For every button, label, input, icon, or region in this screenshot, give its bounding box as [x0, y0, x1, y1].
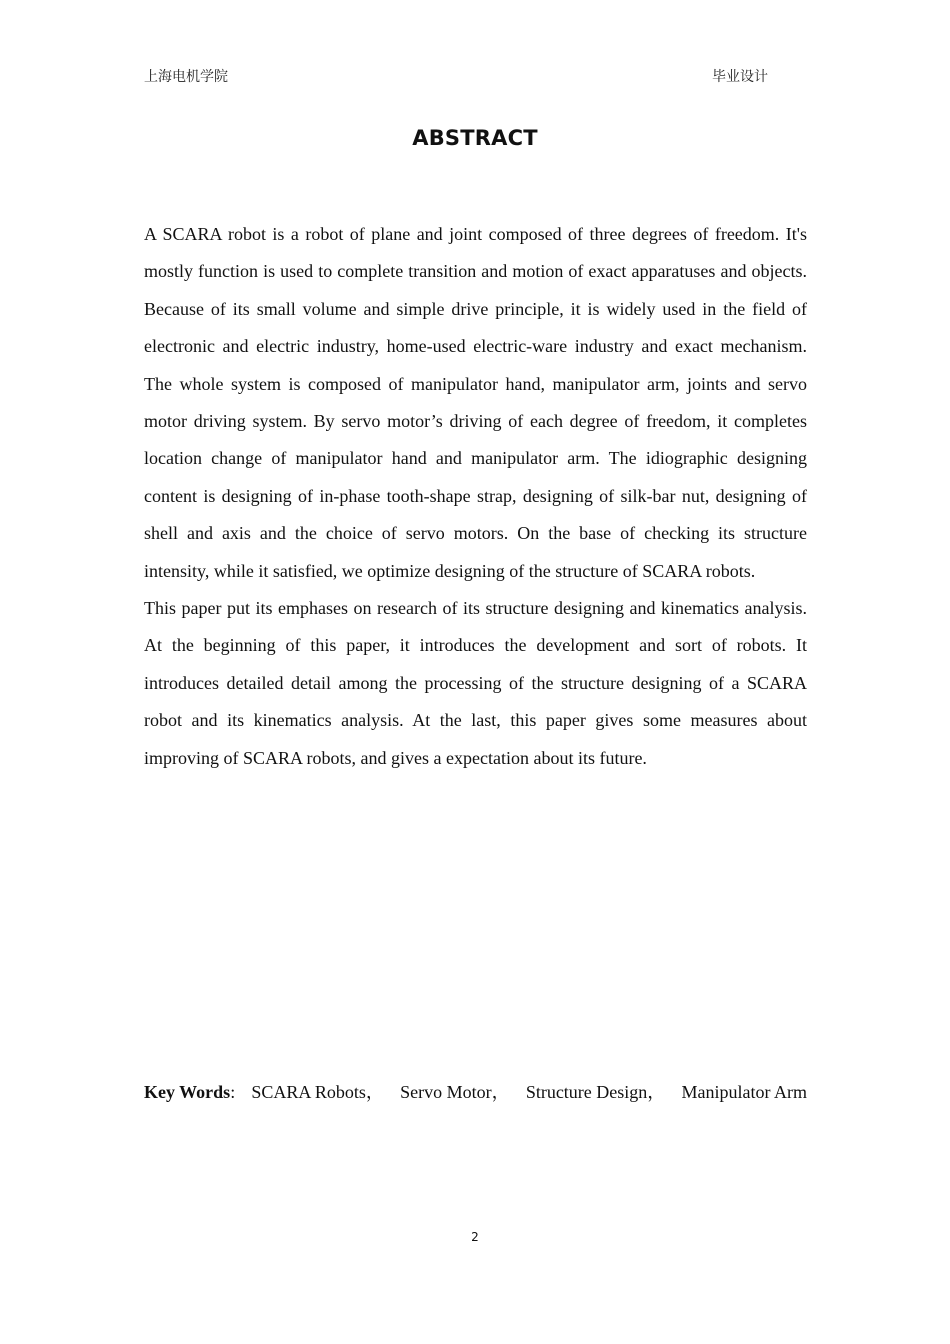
- keywords-line: [144, 1078, 807, 1106]
- keyword-item: SCARA Robots，: [251, 1082, 384, 1102]
- abstract-title: ABSTRACT: [412, 126, 538, 150]
- header-document-type: 毕业设计: [712, 69, 768, 85]
- keyword-item: Servo Motor，: [400, 1082, 510, 1102]
- keywords-label: Key Words: [144, 1082, 231, 1102]
- keyword-item: Manipulator Arm: [681, 1082, 807, 1102]
- keyword-item: Structure Design，: [525, 1082, 666, 1102]
- keywords-separator: :: [230, 1082, 236, 1102]
- abstract-body: [144, 216, 807, 777]
- page-number: 2: [471, 1230, 479, 1244]
- abstract-paragraph-2: This paper put its emphases on research of its structure designing and kinematics analysis. At the beginning of this paper, it introduces the development and sort of robots. It introduces detailed detail among the processing of the structure designing of a SCARA robot and its kinematics analysis. At the last, this paper gives some measures about improving of SCARA robots, and gives a expectation about its future.: [144, 598, 807, 768]
- abstract-paragraph-1: A SCARA robot is a robot of plane and joint composed of three degrees of freedom. It's mostly function is used to complete transition and motion of exact apparatuses and objects. Because of its small volume and simple drive principle, it is widely used in the field of electronic and electric industry, home-used electric-ware industry and exact mechanism. The whole system is composed of manipulator hand, manipulator arm, joints and servo motor driving system. By servo motor’s driving of each degree of freedom, it completes location change of manipulator hand and manipulator arm. The idiographic designing content is designing of in-phase tooth-shape strap, designing of silk-bar nut, designing of shell and axis and the choice of servo motors. On the base of checking its structure intensity, while it satisfied, we optimize designing of the structure of SCARA robots.: [144, 224, 807, 581]
- page-header: [144, 64, 770, 88]
- header-institution: 上海电机学院: [144, 69, 228, 85]
- keywords-label-group: [144, 1078, 235, 1106]
